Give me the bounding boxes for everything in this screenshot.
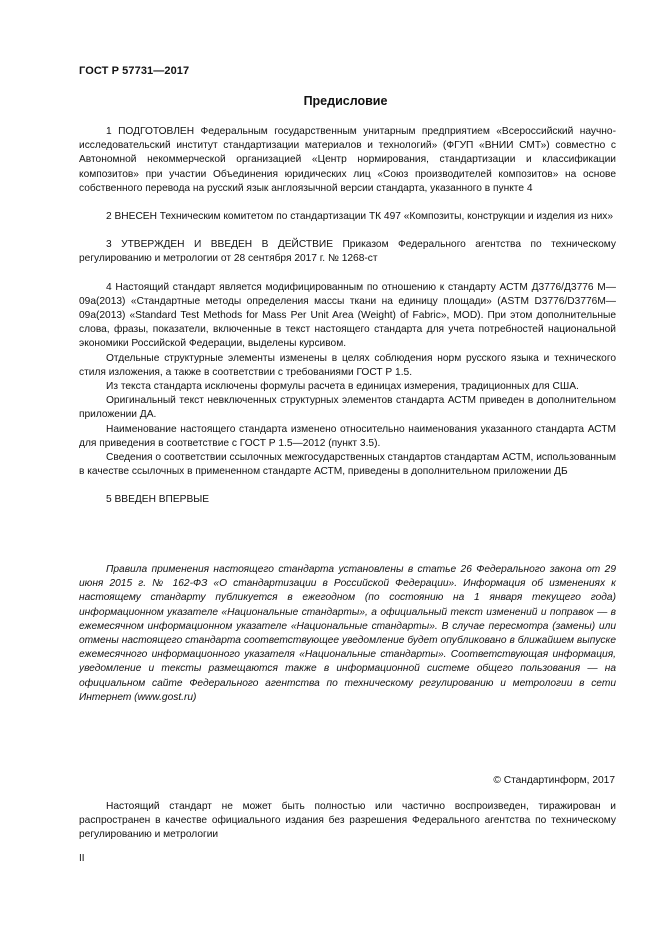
section-4-paragraph-6: Сведения о соответствии ссылочных межгосударственных стандартов стандартам АСТМ, использованным в качестве ссылочных в примененном стандарте АСТМ, приведены в дополнительном приложении ДБ [79, 452, 616, 478]
section-4-paragraph-5: Наименование настоящего стандарта изменено относительно наименования указанного стандарта АСТМ для приведения в соответствие с ГОСТ Р 1.5—2012 (пункт 3.5). [79, 423, 616, 449]
section-4-paragraph-2: Отдельные структурные элементы изменены в целях соблюдения норм русского языка и технического стиля изложения, а также в соответствии с требованиями ГОСТ Р 1.5. [79, 352, 616, 378]
section-4-paragraph-3: Из текста стандарта исключены формулы расчета в единицах измерения, традиционных для США. [106, 381, 579, 393]
reproduction-disclaimer: Настоящий стандарт не может быть полностью или частично воспроизведен, тиражирован и распространен в качестве официального издания без разрешения Федерального агентства по техническому регулированию и метрологии [79, 801, 616, 841]
section-4-paragraph-4: Оригинальный текст невключенных структурных элементов стандарта АСТМ приведен в дополнительном приложении ДА. [79, 395, 616, 421]
section-3-approved: 3 УТВЕРЖДЕН И ВВЕДЕН В ДЕЙСТВИЕ Приказом Федерального агентства по техническому регулированию и метрологии от 28 сентября 2017 г. № 1268-ст [79, 239, 616, 265]
section-1-prepared: 1 ПОДГОТОВЛЕН Федеральным государственным унитарным предприятием «Всероссийский научно-исследовательский институт стандартизации материалов и технологий» (ФГУП «ВНИИ СМТ») совместно с Автономной некоммерческой организацией «Центр нормирования, стандартизации и классификации композитов» при участии Объединения юридических лиц «Союз производителей композитов» на основе собственного перевода на русский язык англоязычной версии стандарта, указанного в пункте 4 [79, 126, 616, 194]
section-2-introduced: 2 ВНЕСЕН Техническим комитетом по стандартизации ТК 497 «Композиты, конструкции и изделия из них» [106, 211, 614, 223]
page-title: Предисловие [303, 94, 388, 108]
section-4-paragraph-1: 4 Настоящий стандарт является модифицированным по отношению к стандарту АСТМ Д3776/Д3776 М—09а(2013) «Стандартные методы определения массы ткани на единицу площади» (ASTM D3776/D3776M—09a(2013) «Standard Test Methods for Mass Per Unit Area (Weight) of Fabric», MOD). При этом дополнительные слова, фразы, показатели, включенные в текст настоящего стандарта для учета потребностей национальной экономики Российской Федерации, выделены курсивом. [79, 281, 616, 350]
foreword-body [79, 125, 616, 508]
standard-code-header: ГОСТ Р 57731—2017 [79, 65, 190, 77]
section-5-first-introduced: 5 ВВЕДЕН ВПЕРВЫЕ [106, 494, 210, 506]
page-number: II [79, 853, 85, 864]
copyright-notice: © Стандартинформ, 2017 [493, 775, 615, 786]
application-rules-note: Правила применения настоящего стандарта установлены в статье 26 Федерального закона от 29 июня 2015 г. № 162-ФЗ «О стандартизации в Российской Федерации». Информация об изменениях к настоящему стандарту публикуется в ежегодном (по состоянию на 1 января текущего года) информационном указателе «Национальные стандарты», а официальный текст изменений и поправок — в ежемесячном информационном указателе «Национальные стандарты». В случае пересмотра (замены) или отмены настоящего стандарта соответствующее уведомление будет опубликовано в ближайшем выпуске ежемесячного информационного указателя «Национальные стандарты». Соответствующая информация, уведомление и тексты размещаются также в информационной системе общего пользования — на официальном сайте Федерального агентства по техническому регулированию и метрологии в сети Интернет (www.gost.ru) [79, 564, 616, 703]
